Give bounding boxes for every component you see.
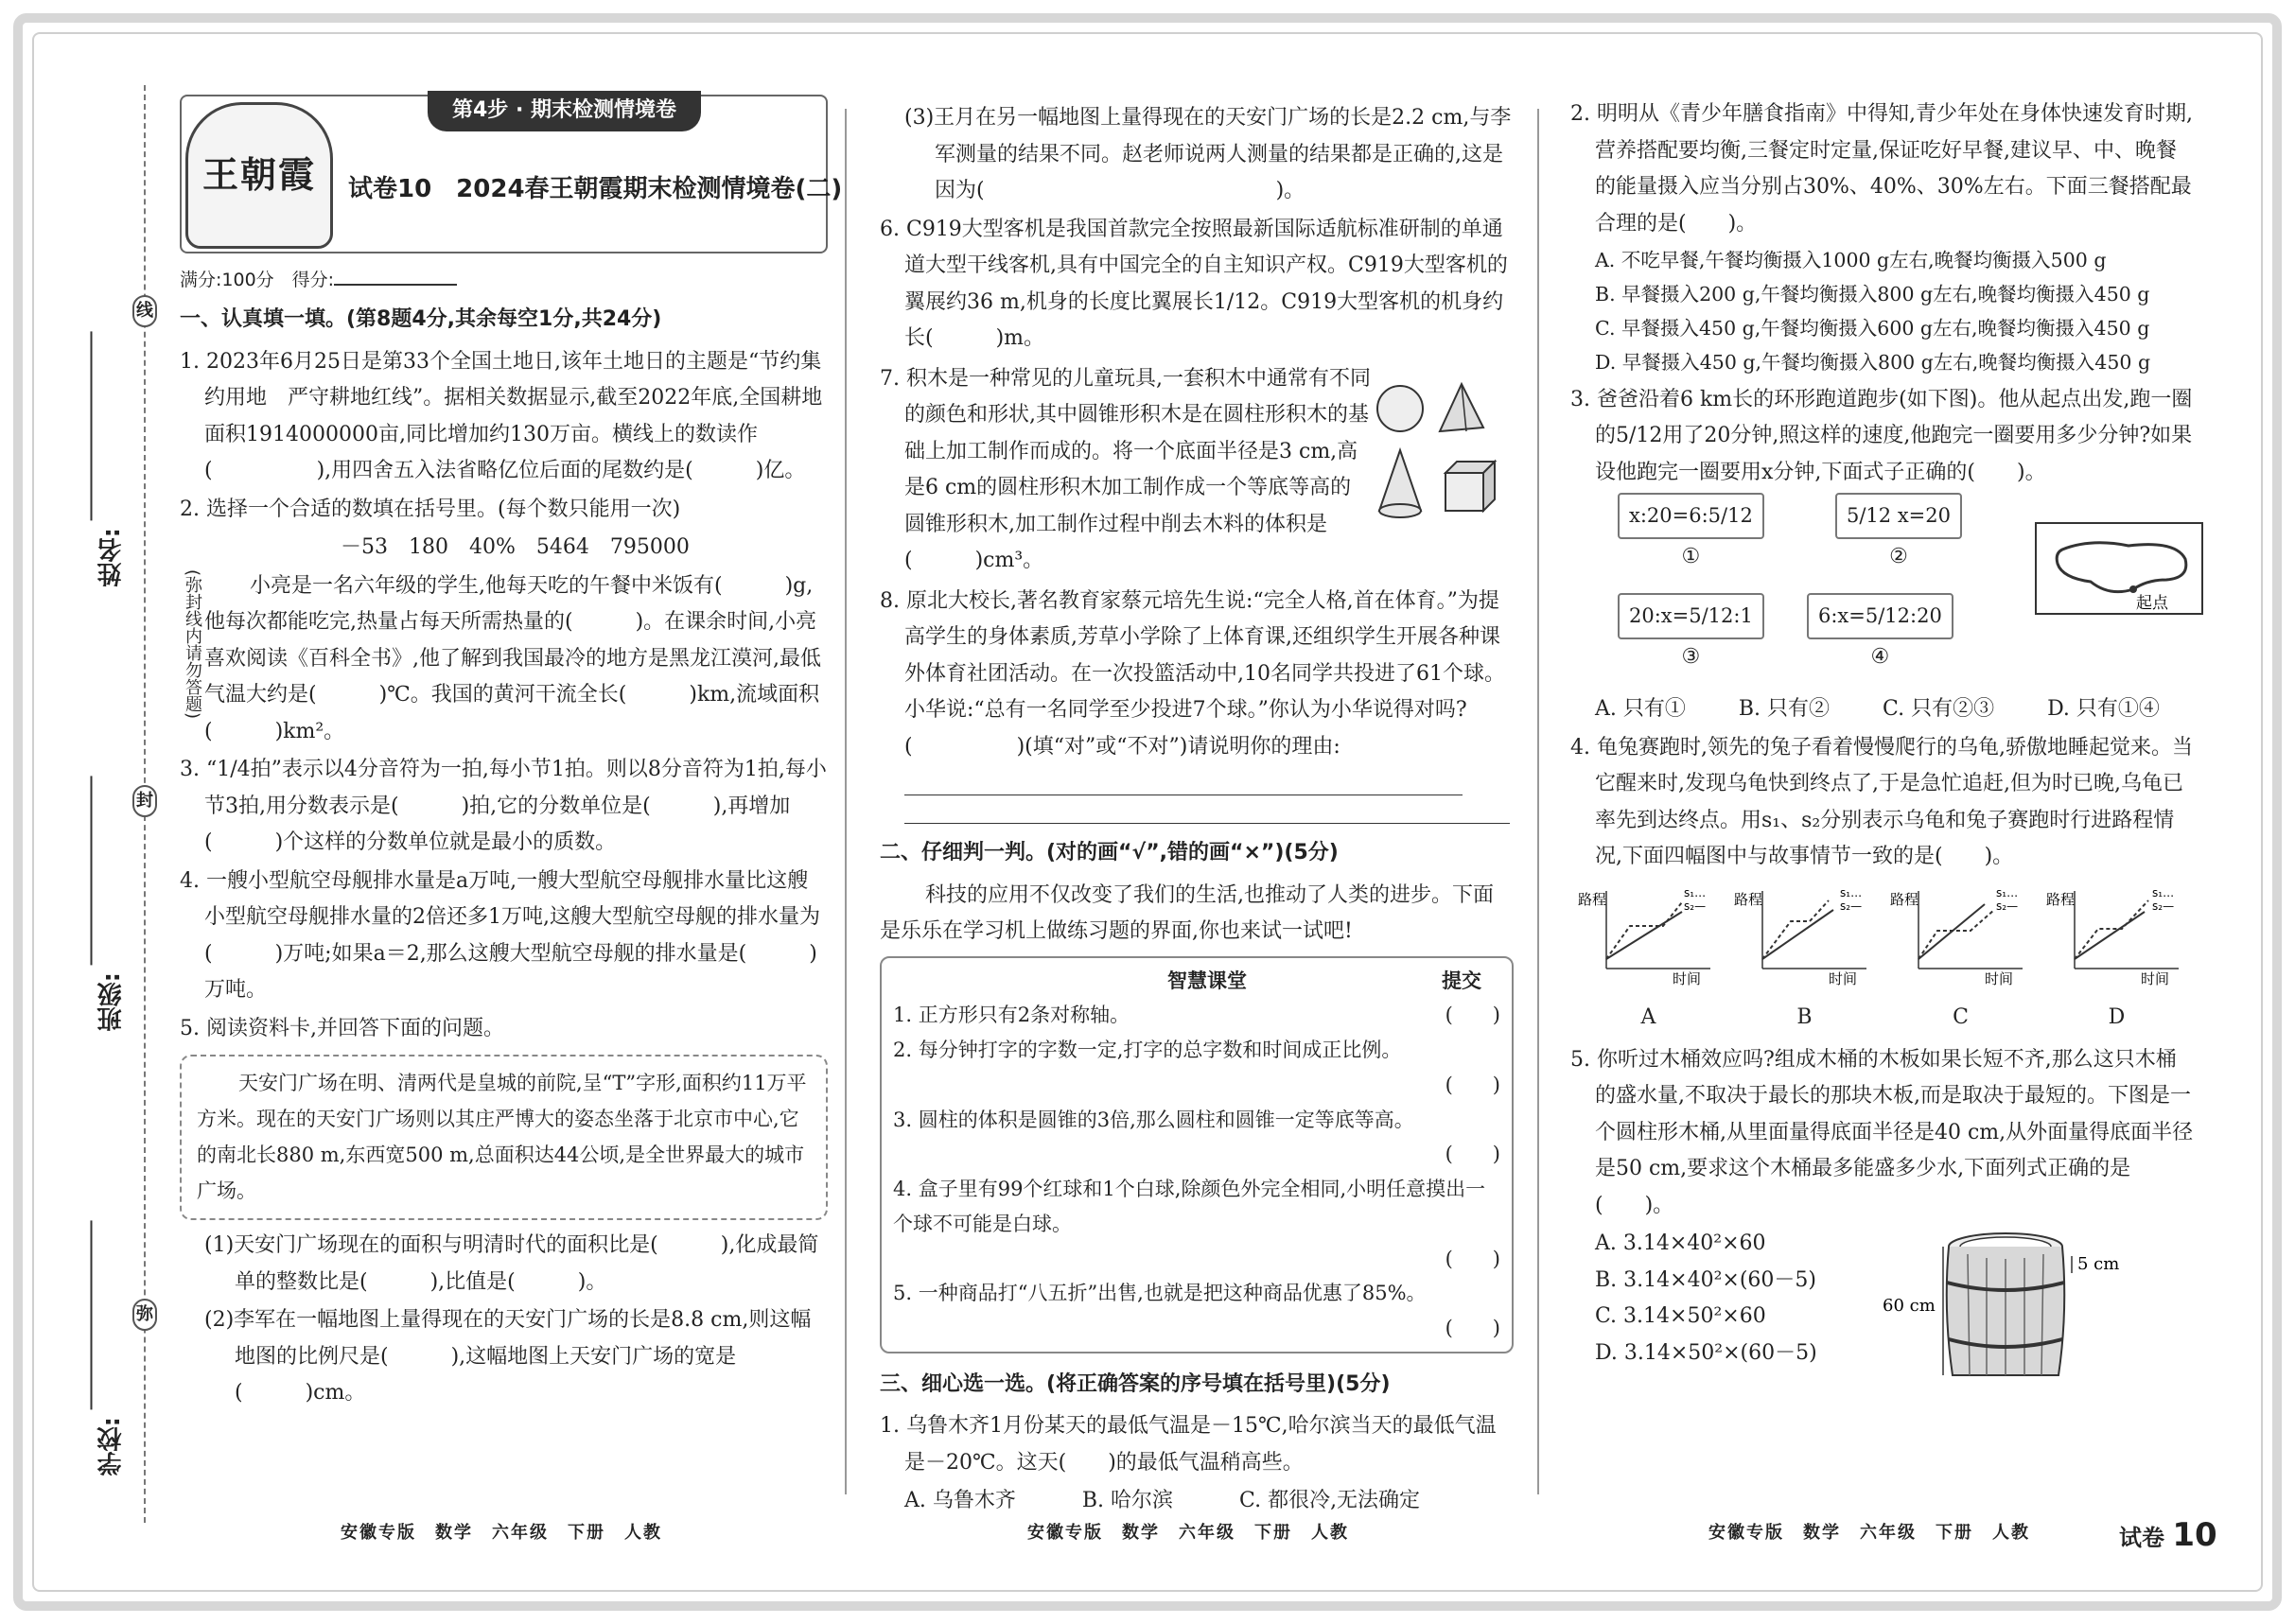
start-point-icon bbox=[2129, 585, 2137, 593]
graph-y-label: 路程 bbox=[2045, 890, 2075, 908]
graph-x-label: 时间 bbox=[1828, 969, 1857, 987]
school-field[interactable] bbox=[91, 1220, 134, 1476]
column-2 bbox=[880, 95, 1514, 1520]
footer-middle: 安徽专版 数学 六年级 下册 人教 bbox=[1027, 1523, 1349, 1543]
graph-x-label: 时间 bbox=[1672, 969, 1701, 987]
choice-3-option-b[interactable]: B. 只有② bbox=[1738, 697, 1831, 721]
eq-3 bbox=[1618, 593, 1764, 675]
page-label: 试卷 bbox=[2119, 1525, 2164, 1551]
name-line bbox=[91, 331, 93, 520]
question-5-1: (1)天安门广场现在的面积与明清时代的面积比是( ),化成最简单的整数比是( ),比值是( )。 bbox=[204, 1233, 819, 1294]
race-graph-c[interactable] bbox=[1890, 883, 2032, 1037]
graph-s2-legend: s₂— bbox=[2151, 899, 2174, 913]
eq-2-box: 5/12 x=20 bbox=[1835, 493, 1962, 539]
judge-text-1: 1. 正方形只有2条对称轴。 bbox=[893, 1004, 1130, 1027]
school-line bbox=[91, 1220, 93, 1409]
section-3-title: 三、细心选一选。(将正确答案的序号填在括号里)(5分) bbox=[880, 1371, 1391, 1396]
blocks-figure bbox=[1372, 378, 1504, 530]
question-1: 1. 2023年6月25日是第33个全国土地日,该年土地日的主题是“节约集约用地 严守耕地红线”。据相关数据显示,截至2022年底,全国耕地面积1914000000亩,同比增加约130万亩。横线上的数读作( ),用四舍五入法省略亿位后面的尾数约是( )亿。 bbox=[180, 349, 823, 483]
eq-1 bbox=[1618, 493, 1764, 575]
choice-3-option-d[interactable]: D. 只有①④ bbox=[2047, 697, 2160, 721]
eq-1-box: x:20=6:5/12 bbox=[1618, 493, 1764, 539]
race-graph-label: C bbox=[1953, 1005, 1969, 1029]
question-5-2: (2)李军在一幅地图上量得现在的天安门广场的长是8.8 cm,则这幅地图的比例尺是( ),这幅地图上天安门广场的宽是( )cm。 bbox=[204, 1308, 812, 1406]
score-blank[interactable] bbox=[334, 284, 457, 286]
submit-button[interactable]: 提交 bbox=[1442, 969, 1481, 992]
race-graph-d[interactable] bbox=[2046, 883, 2188, 1037]
choice-3-options bbox=[1570, 691, 2195, 728]
race-graph-label: B bbox=[1796, 1005, 1813, 1029]
question-2-stem: 2. 选择一个合适的数填在括号里。(每个数只能用一次) bbox=[180, 497, 681, 521]
graph-s2-legend: s₂— bbox=[1995, 899, 2018, 913]
seal-mark-mi: 弥 bbox=[132, 1299, 157, 1331]
class-line bbox=[91, 776, 93, 965]
graph-s2-legend: s₂— bbox=[1839, 899, 1862, 913]
choice-3-option-c[interactable]: C. 只有②③ bbox=[1883, 697, 1995, 721]
track-figure bbox=[2034, 521, 2204, 616]
question-6: 6. C919大型客机是我国首款完全按照最新国际适航标准研制的单通道大型干线客机,具有中国完全的自主知识产权。C919大型客机的翼展约36 m,机身的长度比翼展长1/12。C919大型客机的机身约长( )m。 bbox=[880, 217, 1508, 350]
choice-1-options bbox=[880, 1483, 1514, 1520]
school-label: 学校: bbox=[97, 1417, 126, 1476]
question-5-3: (3)王月在另一幅地图上量得现在的天安门广场的长是2.2 cm,与李军测量的结果不同。赵老师说两人测量的结果都是正确的,这是因为( )。 bbox=[904, 106, 1512, 202]
race-graph-b[interactable] bbox=[1734, 883, 1876, 1037]
judge-item-1 bbox=[893, 998, 1500, 1033]
barrel-icon bbox=[1947, 1233, 2065, 1375]
choice-5-option-b[interactable]: B. 3.14×40²×(60－5) bbox=[1595, 1267, 1816, 1292]
graph-y-label: 路程 bbox=[1577, 890, 1606, 908]
eq-4-mark: ④ bbox=[1870, 644, 1890, 669]
choice-1-option-a[interactable]: A. 乌鲁木齐 bbox=[904, 1489, 1016, 1513]
question-2-numbers: －53 180 40% 5464 795000 bbox=[341, 535, 690, 560]
question-8: 8. 原北大校长,著名教育家蔡元培先生说:“完全人格,首在体育。”为提高学生的身体素质,芳草小学除了上体育课,还组织学生开展各种课外体育社团活动。在一次投篮活动中,10名同学共投进了61个球。小华说:“总有一名同学至少投进7个球。”你认为小华说得对吗?( )(填“对”或“不对”)请说明你的理由: bbox=[880, 588, 1505, 759]
choice-5: 5. 你听过木桶效应吗?组成木桶的木板如果长短不齐,那么这只木桶的盛水量,不取决于最长的那块木板,而是取决于最短的。下图是一个圆柱形木桶,从里面量得底面半径是40 cm,从外面量得底面半径是50 cm,要求这个木桶最多能盛多少水,下面列式正确的是( )。 bbox=[1570, 1047, 2194, 1217]
paper-title: 试卷10 2024春王朝霞期末检测情境卷(二) bbox=[348, 175, 843, 203]
choice-1-option-c[interactable]: C. 都很冷,无法确定 bbox=[1239, 1489, 1421, 1513]
eq-3-mark: ③ bbox=[1681, 644, 1701, 669]
page-number bbox=[2119, 1508, 2217, 1564]
page-number-value: 10 bbox=[2172, 1516, 2217, 1554]
eq-2-mark: ② bbox=[1889, 544, 1908, 568]
footer-left: 安徽专版 数学 六年级 下册 人教 bbox=[341, 1523, 662, 1543]
question-4: 4. 一艘小型航空母舰排水量是a万吨,一艘大型航空母舰排水量比这艘小型航空母舰排水量的2倍还多1万吨,这艘大型航空母舰的排水量为( )万吨;如果a＝2,那么这艘大型航空母舰的排水量是( )万吨。 bbox=[180, 868, 820, 1003]
judge-answer-2[interactable]: ( ) bbox=[1445, 1073, 1500, 1096]
judge-item-2 bbox=[893, 1033, 1500, 1103]
judge-item-3 bbox=[893, 1103, 1500, 1173]
judge-text-5: 5. 一种商品打“八五折”出售,也就是把这种商品优惠了85%。 bbox=[893, 1282, 1427, 1305]
question-5-stem: 5. 阅读资料卡,并回答下面的问题。 bbox=[180, 1016, 504, 1040]
barrel-gap-label: 5 cm bbox=[2077, 1254, 2120, 1274]
seal-mark-xian: 线 bbox=[132, 295, 157, 327]
judge-answer-5[interactable]: ( ) bbox=[1445, 1317, 1500, 1339]
judge-text-3: 3. 圆柱的体积是圆锥的3倍,那么圆柱和圆锥一定等底等高。 bbox=[893, 1108, 1414, 1131]
judge-item-4 bbox=[893, 1172, 1500, 1276]
name-label: 姓名: bbox=[97, 528, 126, 587]
eq-4 bbox=[1807, 593, 1953, 675]
judge-answer-1[interactable]: ( ) bbox=[1445, 1004, 1500, 1027]
class-field[interactable] bbox=[91, 776, 134, 1031]
choice-3-option-a[interactable]: A. 只有① bbox=[1595, 697, 1686, 721]
app-title: 智慧课堂 bbox=[1167, 969, 1247, 992]
barrel-figure bbox=[1883, 1226, 2138, 1387]
equation-block bbox=[1618, 493, 2195, 691]
choice-5-option-d[interactable]: D. 3.14×50²×(60－5) bbox=[1595, 1340, 1817, 1365]
judge-item-5 bbox=[893, 1276, 1500, 1346]
choice-1: 1. 乌鲁木齐1月份某天的最低气温是－15℃,哈尔滨当天的最低气温是－20℃。这天( )的最低气温稍高些。 bbox=[880, 1414, 1497, 1475]
graph-x-label: 时间 bbox=[1984, 969, 2013, 987]
score-line bbox=[180, 265, 828, 296]
column-divider-1 bbox=[845, 109, 847, 1494]
question-7-block bbox=[880, 359, 1514, 582]
race-graph-a[interactable] bbox=[1578, 883, 1720, 1037]
paper-header bbox=[180, 95, 843, 253]
graph-s1-legend: s₁… bbox=[1995, 885, 2018, 899]
question-3: 3. “1/4拍”表示以4分音符为一拍,每小节1拍。则以8分音符为1拍,每小节3拍,用分数表示是( )拍,它的分数单位是( ),再增加( )个这样的分数单位就是最小的质数。 bbox=[180, 758, 827, 855]
eq-3-box: 20:x=5/12:1 bbox=[1618, 593, 1764, 639]
choice-2-option-a[interactable]: A. 不吃早餐,午餐均衡摄入1000 g左右,晚餐均衡摄入500 g bbox=[1595, 249, 2107, 271]
race-graph-label: D bbox=[2108, 1005, 2126, 1029]
section-2-intro: 科技的应用不仅改变了我们的生活,也推动了人类的进步。下面是乐乐在学习机上做练习题的界面,你也来试一试吧! bbox=[880, 882, 1494, 943]
graph-y-label: 路程 bbox=[1889, 890, 1918, 908]
choice-5-option-c[interactable]: C. 3.14×50²×60 bbox=[1595, 1304, 1766, 1328]
graph-s1-legend: s₁… bbox=[2151, 885, 2174, 899]
reason-line-2[interactable] bbox=[904, 795, 1510, 824]
judge-answer-3[interactable]: ( ) bbox=[1445, 1143, 1500, 1166]
choice-2-option-d[interactable]: D. 早餐摄入450 g,午餐均衡摄入800 g左右,晚餐均衡摄入450 g bbox=[1595, 350, 2151, 374]
graph-x-label: 时间 bbox=[2140, 969, 2169, 987]
choice-5-option-a[interactable]: A. 3.14×40²×60 bbox=[1595, 1231, 1766, 1255]
section-2-title: 二、仔细判一判。(对的画“√”,错的画“×”)(5分) bbox=[880, 841, 1339, 864]
graph-s1-legend: s₁… bbox=[1683, 885, 1706, 899]
choice-1-option-b[interactable]: B. 哈尔滨 bbox=[1081, 1489, 1174, 1513]
race-graph-label: A bbox=[1640, 1005, 1656, 1029]
class-label: 班级: bbox=[97, 972, 126, 1032]
question-2-text: 小亮是一名六年级的学生,他每天吃的午餐中米饭有( )g,他每次都能吃完,热量占每天所需热量的( )。在课余时间,小亮喜欢阅读《百科全书》,他了解到我国最冷的地方是黑龙江漠河,最低气温大约是( )℃。我国的黄河干流全长( )km,流域面积( )km²。 bbox=[204, 573, 821, 743]
column-1 bbox=[180, 95, 843, 1414]
score-label: 满分:100分 得分: bbox=[180, 270, 335, 290]
eq-2 bbox=[1835, 493, 1962, 575]
graph-y-label: 路程 bbox=[1733, 890, 1762, 908]
start-label: 起点 bbox=[2136, 594, 2168, 613]
step-banner: 第4步 · 期末检测情境卷 bbox=[428, 91, 701, 131]
reason-line-1[interactable] bbox=[904, 767, 1463, 795]
eq-1-mark: ① bbox=[1681, 544, 1701, 568]
eq-4-box: 6:x=5/12:20 bbox=[1807, 593, 1953, 639]
seal-note: (弥封线内请勿答题) bbox=[183, 569, 202, 720]
cone-icon bbox=[1379, 450, 1421, 517]
judge-answer-4[interactable]: ( ) bbox=[1445, 1247, 1500, 1270]
graph-s2-legend: s₂— bbox=[1683, 899, 1706, 913]
barrel-height-label: 60 cm bbox=[1883, 1296, 1936, 1316]
column-divider-2 bbox=[1537, 109, 1539, 1494]
choice-2-option-c[interactable]: C. 早餐摄入450 g,午餐均衡摄入600 g左右,晚餐均衡摄入450 g bbox=[1595, 316, 2150, 340]
brand-logo bbox=[185, 102, 333, 249]
brand-text: 王朝霞 bbox=[201, 153, 316, 197]
info-card: 天安门广场在明、清两代是皇城的前院,呈“T”字形,面积约11万平方米。现在的天安门广场则以其庄严博大的姿态坐落于北京市中心,它的南北长880 m,东西宽500 m,总面积达44公顷,是全世界最大的城市广场。 bbox=[180, 1055, 828, 1220]
choice-5-block bbox=[1570, 1226, 2195, 1387]
learning-app-panel bbox=[880, 956, 1514, 1353]
graph-s1-legend: s₁… bbox=[1839, 885, 1862, 899]
name-field[interactable] bbox=[91, 331, 134, 586]
choice-2: 2. 明明从《青少年膳食指南》中得知,青少年处在身体快速发育时期,营养搭配要均衡,三餐定时定量,保证吃好早餐,建议早、中、晚餐的能量摄入应当分别占30%、40%、30%左右。下面三餐搭配最合理的是( )。 bbox=[1570, 102, 2193, 236]
footer-right: 安徽专版 数学 六年级 下册 人教 bbox=[1708, 1523, 2030, 1543]
choice-3: 3. 爸爸沿着6 km长的环形跑道跑步(如下图)。他从起点出发,跑一圈的5/12用了20分钟,照这样的速度,他跑完一圈要用多少分钟?如果设他跑完一圈要用x分钟,下面式子正确的( )。 bbox=[1570, 387, 2193, 484]
section-1-title: 一、认真填一填。(第8题4分,其余每空1分,共24分) bbox=[180, 307, 662, 332]
app-header bbox=[893, 964, 1500, 999]
choice-5-options bbox=[1570, 1226, 1883, 1387]
judge-text-2: 2. 每分钟打字的字数一定,打字的总字数和时间成正比例。 bbox=[893, 1039, 1402, 1061]
sphere-icon bbox=[1377, 386, 1423, 431]
pyramid-icon bbox=[1440, 384, 1483, 431]
race-graphs bbox=[1570, 883, 2195, 1037]
choice-4: 4. 龟兔赛跑时,领先的兔子看着慢慢爬行的乌龟,骄傲地睡起觉来。当它醒来时,发现乌龟快到终点了,于是急忙追赶,但为时已晚,乌龟已率先到达终点。用s₁、s₂分别表示乌龟和兔子赛跑时行进路程情况,下面四幅图中与故事情节一致的是( )。 bbox=[1570, 735, 2193, 868]
column-3 bbox=[1570, 95, 2195, 1387]
judge-text-4: 4. 盒子里有99个红球和1个白球,除颜色外完全相同,小明任意摸出一个球不可能是白球。 bbox=[893, 1178, 1486, 1235]
seal-mark-feng: 封 bbox=[132, 785, 157, 817]
choice-2-options bbox=[1570, 244, 2195, 380]
cube-icon bbox=[1445, 462, 1495, 511]
question-7: 7. 积木是一种常见的儿童玩具,一套积木中通常有不同的颜色和形状,其中圆锥形积木是在圆柱形积木的基础上加工制作而成的。将一个底面半径是3 cm,高是6 cm的圆柱形积木加工制作成一个等底等高的圆锥形积木,加工制作过程中削去木料的体积是( )cm³。 bbox=[880, 366, 1371, 572]
choice-2-option-b[interactable]: B. 早餐摄入200 g,午餐均衡摄入800 g左右,晚餐均衡摄入450 g bbox=[1595, 282, 2150, 306]
